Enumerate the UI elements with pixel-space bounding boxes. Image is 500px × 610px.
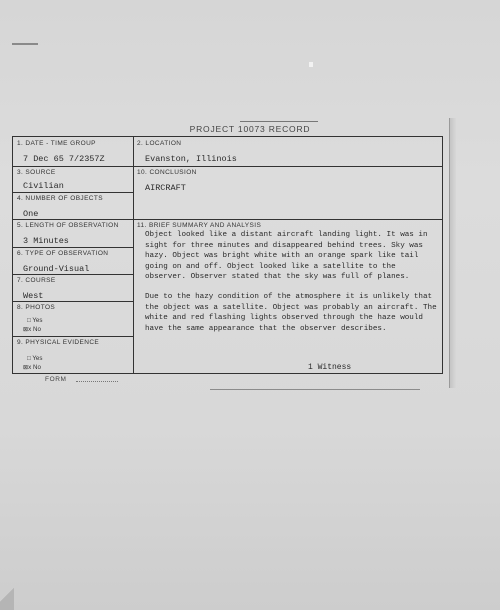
course-label: 7. COURSE [17,277,56,284]
title-rule [240,121,318,122]
conclusion-label: 10. CONCLUSION [137,169,197,176]
source-value: Civilian [23,181,64,191]
form-footer-dots [76,381,118,382]
location-value: Evanston, Illinois [145,154,237,164]
page-title: PROJECT 10073 RECORD [189,124,311,134]
column-divider [133,137,134,373]
photos-yes-checkbox: □ Yes [27,317,43,324]
photos-no-checkbox: ⊠x No [23,326,41,333]
type-of-observation-value: Ground-Visual [23,264,90,274]
length-of-observation-value: 3 Minutes [23,236,69,246]
physical-evidence-label: 9. PHYSICAL EVIDENCE [17,339,100,346]
form-footer-label: FORM [45,376,67,383]
physical-evidence-yes-checkbox: □ Yes [27,355,43,362]
row-divider [13,301,133,302]
row-divider [13,274,133,275]
scan-speck [12,43,38,45]
analysis-paragraph: Due to the hazy condition of the atmosphere it is unlikely that the object was a satellite. Object was probably an aircraft. The white and red flashing lights observed through the haze would have the same appearance that the observer describes. [145,292,437,333]
summary-paragraph: Object looked like a distant aircraft landing light. It was in sight for three minutes and disappeared behind trees. Sky was hazy. Object was bright white with an orange spark like tail going on and off. Object looked like a satellite to the observer. Observer stated that the sky was full of planes. [145,231,428,282]
course-value: West [23,291,44,301]
page-edge-shadow [449,118,456,388]
witness-count: 1 Witness [308,363,352,372]
number-of-objects-value: One [23,209,39,219]
row-divider [13,247,133,248]
row-divider [13,166,442,167]
row-divider [13,219,442,220]
date-time-group-label: 1. DATE - TIME GROUP [17,140,96,147]
record-form [12,136,443,374]
bottom-rule [210,389,420,390]
summary-label: 11. BRIEF SUMMARY AND ANALYSIS [137,222,262,229]
row-divider [13,336,133,337]
row-divider [13,192,133,193]
photos-label: 8. PHOTOS [17,304,56,311]
conclusion-value: AIRCRAFT [145,183,186,193]
summary-text [145,230,437,343]
scan-speck [309,62,313,67]
location-label: 2. LOCATION [137,140,182,147]
physical-evidence-no-checkbox: ⊠x No [23,364,41,371]
length-of-observation-label: 5. LENGTH OF OBSERVATION [17,222,119,229]
page-corner-fold [0,580,14,610]
type-of-observation-label: 6. TYPE OF OBSERVATION [17,250,109,257]
date-time-group-value: 7 Dec 65 7/2357Z [23,154,105,164]
source-label: 3. SOURCE [17,169,56,176]
number-of-objects-label: 4. NUMBER OF OBJECTS [17,195,104,202]
